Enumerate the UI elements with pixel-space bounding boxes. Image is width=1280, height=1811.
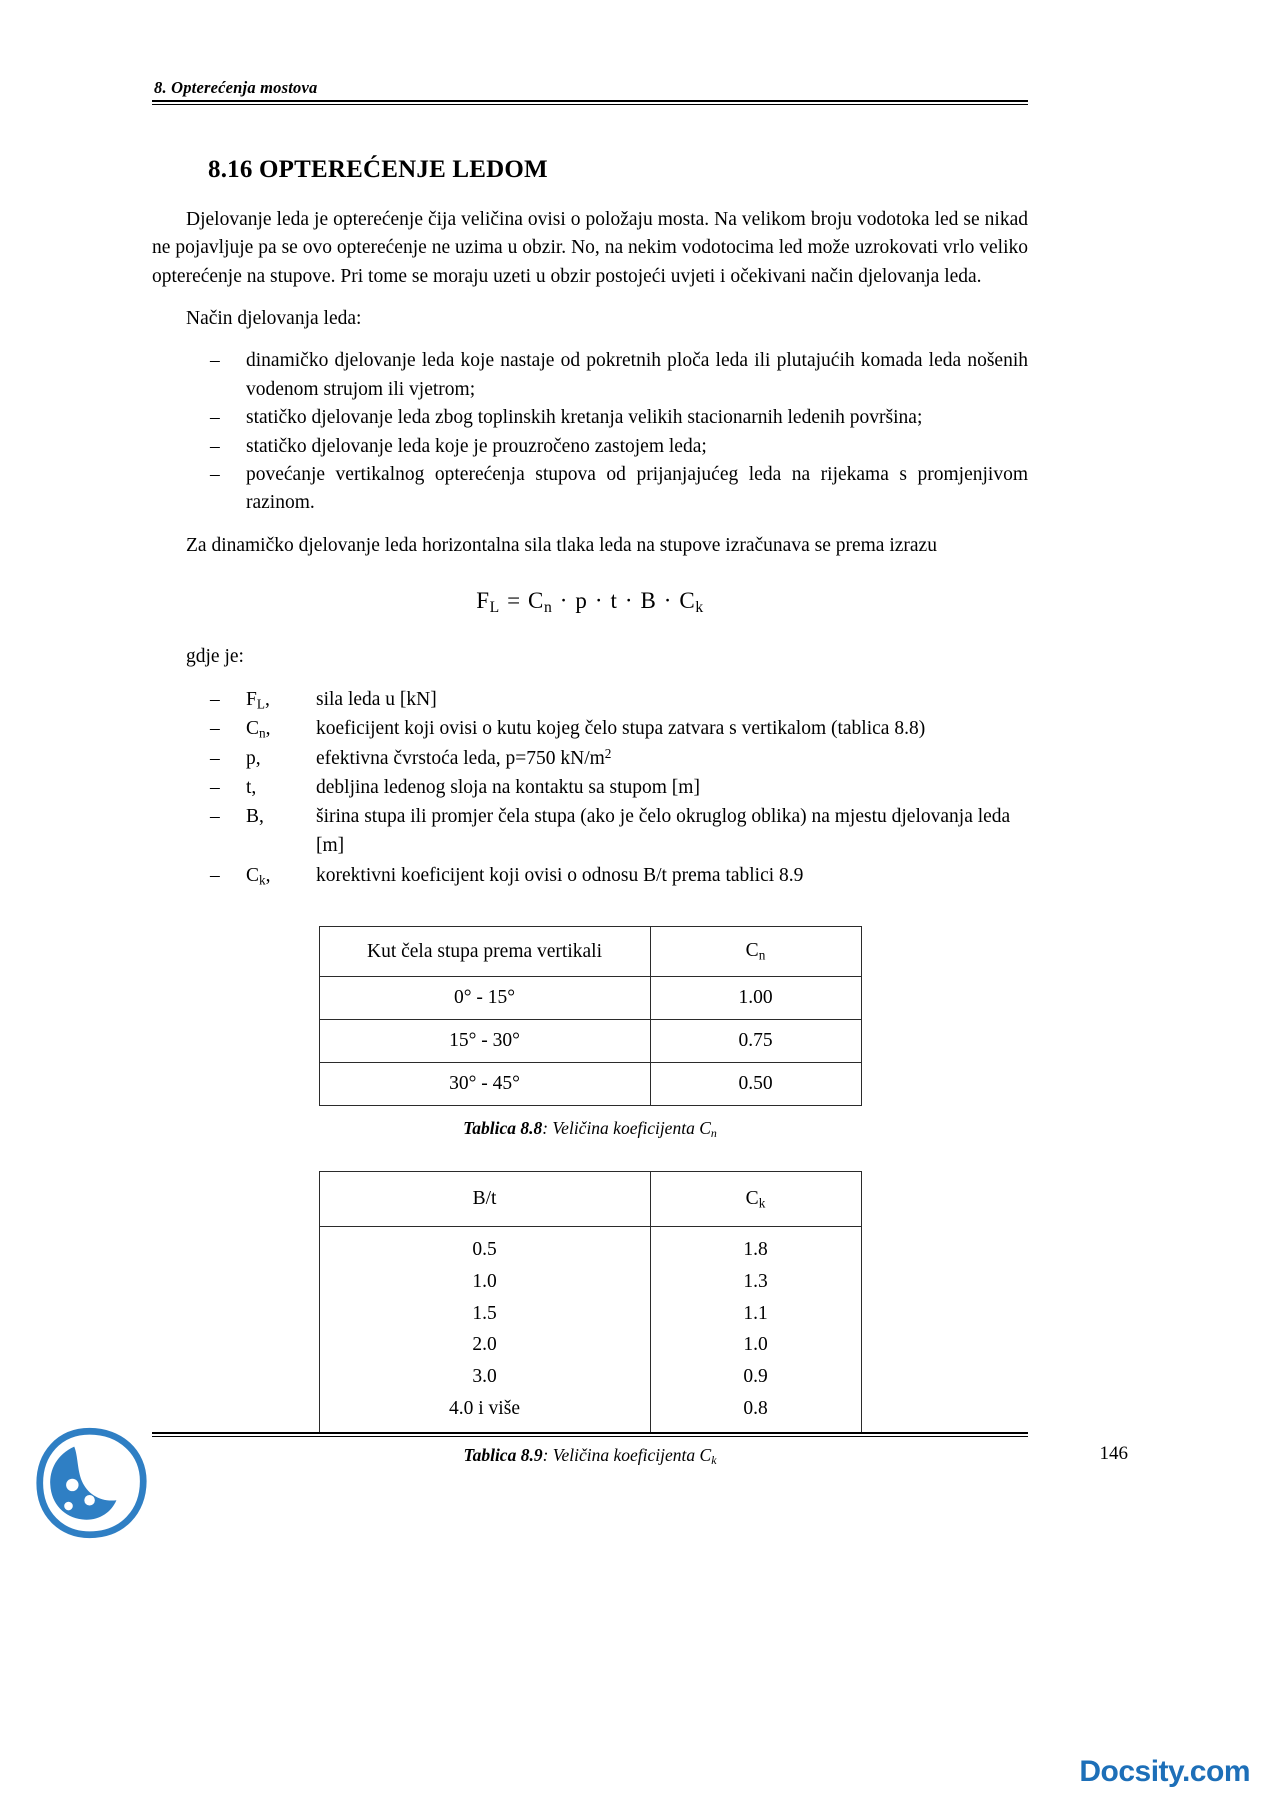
list-item-text: povećanje vertikalnog opterećenja stupova od prijanjajućeg leda na rijekama s promjenjivom razinom. [246,463,1028,514]
caption-text: : Veličina koeficijenta C [542,1118,711,1139]
table-88 [319,926,862,1106]
table-cell: 0.8 [650,1393,861,1432]
definition-symbol: p, [246,747,261,769]
symbol-definitions-list [210,685,1028,890]
table-cell: 1.1 [650,1298,861,1330]
definition-symbol: $C_k$, [246,864,271,888]
formula-term-p: p [575,587,588,613]
list-item-text: statičko djelovanje leda zbog toplinskih kretanja velikih stacionarnih ledenih površina; [246,407,923,429]
table-cell: 1.0 [319,1266,650,1298]
dash-bullet-icon: – [210,689,220,711]
table-cell: 30° - 45° [319,1063,650,1106]
gdje-je-label: gdje je: [186,645,244,667]
dash-bullet-icon: – [210,776,220,798]
definition-item [210,773,1028,802]
ice-force-formula [152,580,1028,623]
running-header [152,78,1028,105]
dash-bullet-icon: – [210,407,220,429]
definition-item [210,685,1028,714]
caption-subscript: n [710,1126,717,1141]
intro-paragraph: Djelovanje leda je opterećenje čija veličina ovisi o položaju mosta. Na velikom broju vodotoka led se nikad ne pojavljuje pa se ovo opterećenje ne uzima u obzir. No, na nekim vodotocima led može uzrokovati vrlo veliko opterećenje na stupove. Pri tome se moraju uzeti u obzir postojeći uvjeti i očekivani način djelovanja leda. [152,209,1028,287]
list-item [210,433,1028,461]
caption-label: Tablica 8.8 [463,1118,543,1139]
definition-symbol: t, [246,776,257,798]
table-row [319,1020,861,1063]
table-cell: 0.9 [650,1361,861,1393]
table-header-cell: $C_k$ [650,1172,861,1227]
main-content [152,206,1028,1467]
list-item [210,404,1028,432]
table-header-cell: B/t [319,1172,650,1227]
list-item [210,347,1028,404]
formula-dot: · [594,587,604,613]
table-row [319,1063,861,1106]
formula-lhs: $F_L$ [476,587,500,616]
definition-text: debljina ledenog sloja na kontaktu sa stupom [m] [316,776,700,798]
list-item-text: statičko djelovanje leda koje je prouzročeno zastojem leda; [246,435,707,457]
dash-bullet-icon: – [210,747,220,769]
formula-term-cn: $C_n$ [528,587,553,616]
table-cell: 0.75 [650,1020,861,1063]
definition-symbol: $F_L$, [246,689,270,712]
running-header-title: 8. Opterećenja mostova [154,78,318,97]
list-lead-paragraph: Način djelovanja leda: [186,308,362,330]
table-row [319,1361,861,1393]
table-row [319,1393,861,1432]
definition-symbol: $C_n$, [246,718,271,741]
dash-bullet-icon: – [210,435,220,457]
before-formula-paragraph: Za dinamičko djelovanje leda horizontalna sila tlaka leda na stupove izračunava se prema izrazu [186,534,937,556]
table-cell: 1.8 [650,1227,861,1266]
footer-rule-thin [152,1436,1028,1437]
formula-dot: · [624,587,634,613]
table-cell: 4.0 i više [319,1393,650,1432]
formula-term-ck: $C_k$ [679,587,704,616]
list-item [210,461,1028,518]
dash-bullet-icon: – [210,806,220,828]
page-number: 146 [1099,1443,1128,1464]
list-item-text: dinamičko djelovanje leda koje nastaje od pokretnih ploča leda ili plutajućih komada leda nošenih vodenom strujom ili vjetrom; [246,350,1028,400]
table-row-header [319,926,861,976]
table-row-header [319,1172,861,1227]
table-row [319,1329,861,1361]
definition-text: širina stupa ili promjer čela stupa (ako je čelo okruglog oblika) na mjestu djelovanja leda [m] [316,806,1011,857]
definition-symbol: B, [246,806,264,828]
action-modes-list [210,347,1028,517]
table-cell: 15° - 30° [319,1020,650,1063]
table-cell: 1.0 [650,1329,861,1361]
table-row [319,1298,861,1330]
formula-term-b: B [640,587,657,613]
caption-text: : Veličina koeficijenta C [542,1444,712,1465]
formula-dot: · [559,587,569,613]
docsity-wordmark: Docsity.com [1079,1755,1250,1788]
docsity-logo-icon [34,1424,149,1542]
section-heading: 8.16 OPTEREĆENJE LEDOM [208,156,548,183]
definition-text: koeficijent koji ovisi o kutu kojeg čelo stupa zatvara s vertikalom (tablica 8.8) [316,718,926,740]
table-row [319,977,861,1020]
table-header-cell: $C_n$ [650,926,861,976]
definition-item [210,744,1028,773]
formula-equals: = [507,587,521,613]
table-cell: 2.0 [319,1329,650,1361]
table-cell: 1.3 [650,1266,861,1298]
dash-bullet-icon: – [210,463,220,485]
definition-text: sila leda u [kN] [316,689,437,711]
definition-item [210,714,1028,743]
definition-item [210,802,1028,861]
definition-item [210,861,1028,890]
table-cell: 1.5 [319,1298,650,1330]
table-cell: 0.5 [319,1227,650,1266]
table-cell: 0.50 [650,1063,861,1106]
caption-subscript: k [711,1452,717,1467]
table-cell: 0° - 15° [319,977,650,1020]
footer-rule-thick [152,1432,1028,1434]
formula-term-t: t [610,587,618,613]
table-89-wrapper [152,1171,1028,1432]
table-88-caption [152,1106,1028,1141]
header-rule-thick [152,100,1028,102]
dash-bullet-icon: – [210,718,220,740]
caption-label: Tablica 8.9 [463,1444,543,1465]
dash-bullet-icon: – [210,350,220,372]
formula-dot: · [663,587,673,613]
definition-text: korektivni koeficijent koji ovisi o odnosu B/t prema tablici 8.9 [316,864,804,886]
definition-text: efektivna čvrstoća leda, p=750 $kN/m^2$ [316,745,612,769]
table-header-cell: Kut čela stupa prema vertikali [319,926,650,976]
table-89-caption [152,1433,1028,1468]
table-88-wrapper [152,926,1028,1106]
table-row [319,1227,861,1266]
table-cell: 1.00 [650,977,861,1020]
header-rule-thin [152,104,1028,105]
table-cell: 3.0 [319,1361,650,1393]
dash-bullet-icon: – [210,864,220,886]
table-89 [319,1171,862,1432]
table-row [319,1266,861,1298]
